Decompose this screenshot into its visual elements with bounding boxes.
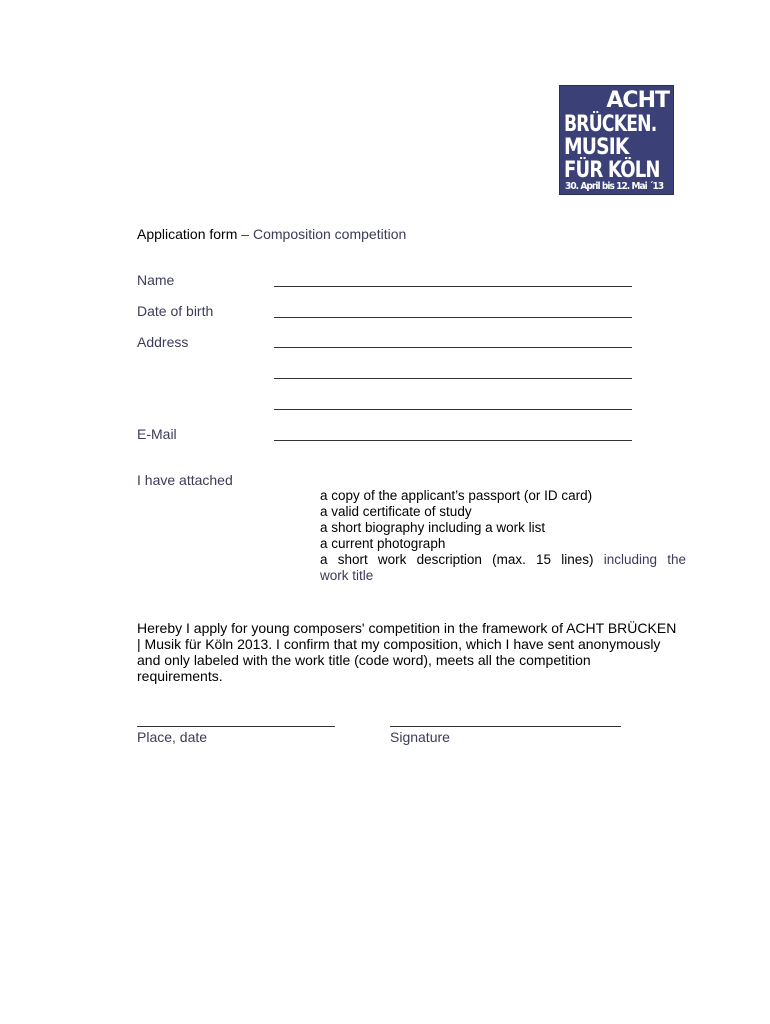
attachment-item: a short biography including a work list: [320, 520, 546, 535]
address-label: Address: [137, 334, 189, 350]
place-date-label: Place, date: [137, 729, 208, 745]
signature-label: Signature: [390, 729, 450, 745]
attachment-item-continuation: work title: [320, 568, 374, 583]
attachment-item: a copy of the applicant’s passport (or ID card): [320, 488, 593, 503]
attached-label: I have attached: [137, 472, 233, 488]
form-subtitle: Composition competition: [252, 226, 407, 242]
logo-line-acht: ACHT: [606, 88, 669, 113]
name-line[interactable]: [274, 286, 632, 287]
attachment-item-work-description: a short work description (max. 15 lines) including the: [320, 552, 686, 567]
place-date-line[interactable]: [137, 726, 335, 727]
declaration-paragraph: Hereby I apply for young composers' competition in the framework of ACHT BRÜCKEN | Musik für Köln 2013. I confirm that my composition, which I have sent anonymously and only labeled with the work title (code word), meets all the competition requirements.: [137, 620, 677, 684]
dob-line[interactable]: [274, 317, 632, 318]
logo-line-fuer-koeln: FÜR KÖLN: [564, 158, 660, 183]
address-line-1[interactable]: [274, 347, 632, 348]
email-line[interactable]: [274, 440, 632, 441]
name-label: Name: [137, 272, 175, 288]
attachment-item: a valid certificate of study: [320, 504, 472, 519]
email-label: E-Mail: [137, 426, 177, 442]
form-title-dash: –: [237, 226, 253, 242]
form-title-main: Application form: [137, 226, 238, 242]
attachment-item: a current photograph: [320, 536, 446, 551]
acht-bruecken-logo: [559, 85, 674, 195]
attachment-list: [320, 488, 686, 584]
logo-line-bruecken: BRÜCKEN.: [564, 112, 657, 137]
address-line-3[interactable]: [274, 409, 632, 410]
logo-dates: 30. April bis 12. Mai ´13: [565, 181, 664, 192]
signature-line[interactable]: [390, 726, 621, 727]
logo-line-musik: MUSIK: [564, 135, 629, 160]
form-title: [137, 226, 406, 242]
address-line-2[interactable]: [274, 378, 632, 379]
dob-label: Date of birth: [137, 303, 214, 319]
